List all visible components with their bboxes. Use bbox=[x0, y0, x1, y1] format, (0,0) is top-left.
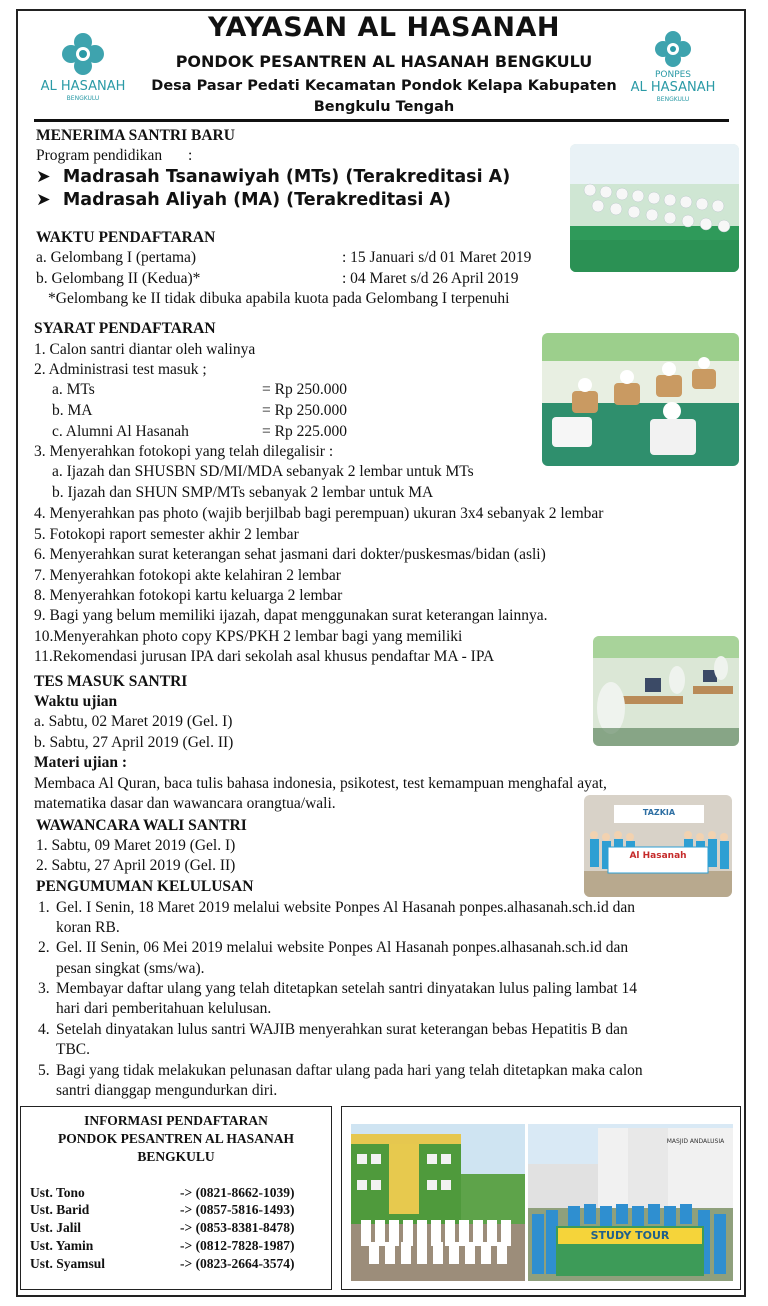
fee-label-ma: b. MA bbox=[52, 402, 93, 419]
waktu-note: *Gelombang ke II tidak dibuka apabila kuota pada Gelombang I terpenuhi bbox=[48, 290, 510, 307]
waktu-row-1-value: : 15 Januari s/d 01 Maret 2019 bbox=[342, 249, 532, 266]
pengumuman-2-num: 2. bbox=[38, 939, 50, 956]
section-pengumuman-heading: PENGUMUMAN KELULUSAN bbox=[36, 878, 254, 895]
fee-value-alumni: = Rp 225.000 bbox=[262, 423, 347, 440]
info-title-3: BENGKULU bbox=[137, 1149, 215, 1164]
pengumuman-3-line-1: Membayar daftar ulang yang telah ditetapkan setelah santri dinyatakan lulus paling lambat 14 bbox=[56, 980, 638, 997]
contact-name-yamin: Ust. Yamin bbox=[30, 1238, 94, 1253]
tes-materi-label: Materi ujian : bbox=[34, 754, 127, 771]
pengumuman-5-num: 5. bbox=[38, 1062, 50, 1079]
photo-students-gathering bbox=[570, 144, 739, 272]
wawancara-item-1: 1. Sabtu, 09 Maret 2019 (Gel. I) bbox=[36, 837, 236, 854]
page-title: YAYASAN AL HASANAH bbox=[208, 12, 560, 43]
program-ma-text: Madrasah Aliyah (MA) (Terakreditasi A) bbox=[62, 190, 451, 210]
pengumuman-4-line-2: TBC. bbox=[56, 1041, 91, 1058]
syarat-item-3: 3. Menyerahkan fotokopi yang telah dilegalisir : bbox=[34, 443, 334, 460]
pengumuman-1-line-1: Gel. I Senin, 18 Maret 2019 melalui website Ponpes Al Hasanah ponpes.alhasanah.sch.id dan bbox=[56, 899, 635, 916]
page-address: Desa Pasar Pedati Kecamatan Pondok Kelapa Kabupaten Bengkulu Tengah bbox=[151, 78, 617, 115]
pengumuman-1-line-2: koran RB. bbox=[56, 919, 120, 936]
contact-phone-tono: -> (0821-8662-1039) bbox=[180, 1185, 295, 1200]
program-mts-text: Madrasah Tsanawiyah (MTs) (Terakreditasi A) bbox=[62, 167, 511, 187]
syarat-item-8: 8. Menyerahkan fotokopi kartu keluarga 2 lembar bbox=[34, 587, 343, 604]
contact-phone-syamsul: -> (0823-2664-3574) bbox=[180, 1256, 295, 1271]
syarat-item-5: 5. Fotokopi raport semester akhir 2 lembar bbox=[34, 526, 299, 543]
photo-study-tour bbox=[528, 1124, 733, 1281]
section-waktu-heading: WAKTU PENDAFTARAN bbox=[36, 229, 216, 246]
contact-name-tono: Ust. Tono bbox=[30, 1185, 85, 1200]
tes-materi-line-1: Membaca Al Quran, baca tulis bahasa indonesia, psikotest, test kemampuan menghafal ayat, bbox=[34, 775, 607, 792]
waktu-row-2-label: b. Gelombang II (Kedua)* bbox=[36, 270, 201, 287]
info-title-2: PONDOK PESANTREN AL HASANAH bbox=[58, 1131, 294, 1146]
photo-group-banner bbox=[584, 795, 732, 897]
fee-value-ma: = Rp 250.000 bbox=[262, 402, 347, 419]
syarat-item-9: 9. Bagi yang belum memiliki ijazah, dapat menggunakan surat keterangan lainnya. bbox=[34, 607, 548, 624]
syarat-item-3b: b. Ijazah dan SHUN SMP/MTs sebanyak 2 lembar untuk MA bbox=[52, 484, 434, 501]
fee-label-mts: a. MTs bbox=[52, 381, 95, 398]
photo-students-computer bbox=[593, 636, 739, 746]
program-item-mts: ➤ Madrasah Tsanawiyah (MTs) (Terakreditasi A) bbox=[36, 167, 511, 187]
contact-phone-barid: -> (0857-5816-1493) bbox=[180, 1202, 295, 1217]
contact-phone-jalil: -> (0853-8381-8478) bbox=[180, 1220, 295, 1235]
waktu-row-1-label: a. Gelombang I (pertama) bbox=[36, 249, 197, 266]
syarat-item-2: 2. Administrasi test masuk ; bbox=[34, 361, 207, 378]
section-syarat-heading: SYARAT PENDAFTARAN bbox=[34, 320, 216, 337]
tes-materi-line-2: matematika dasar dan wawancara orangtua/wali. bbox=[34, 795, 336, 812]
pengumuman-3-line-2: hari dari pemberitahuan kelulusan. bbox=[56, 1000, 272, 1017]
pengumuman-3-num: 3. bbox=[38, 980, 50, 997]
contact-name-barid: Ust. Barid bbox=[30, 1202, 90, 1217]
header-divider bbox=[34, 119, 729, 122]
contact-name-jalil: Ust. Jalil bbox=[30, 1220, 82, 1235]
tes-waktu-1: a. Sabtu, 02 Maret 2019 (Gel. I) bbox=[34, 713, 233, 730]
logo-right-top: PONPES bbox=[654, 70, 692, 80]
logo-right-sub: BENGKULU bbox=[656, 96, 690, 103]
banner1-title-text: Al Hasanah bbox=[629, 851, 687, 861]
syarat-item-3a: a. Ijazah dan SHUSBN SD/MI/MDA sebanyak 2 lembar untuk MTs bbox=[52, 463, 474, 480]
syarat-item-7: 7. Menyerahkan fotokopi akte kelahiran 2 lembar bbox=[34, 567, 341, 584]
section-tes-heading: TES MASUK SANTRI bbox=[34, 673, 188, 690]
pengumuman-2-line-2: pesan singkat (sms/wa). bbox=[56, 960, 205, 977]
contact-name-syamsul: Ust. Syamsul bbox=[30, 1256, 106, 1271]
photo-students-reading bbox=[542, 333, 739, 466]
syarat-item-1: 1. Calon santri diantar oleh walinya bbox=[34, 341, 256, 358]
pengumuman-5-line-2: santri dianggap mengundurkan diri. bbox=[56, 1082, 278, 1099]
waktu-row-2-value: : 04 Maret s/d 26 April 2019 bbox=[342, 270, 519, 287]
pengumuman-4-line-1: Setelah dinyatakan lulus santri WAJIB menyerahkan surat keterangan bebas Hepatitis B dan bbox=[56, 1021, 628, 1038]
section-menerima-heading: MENERIMA SANTRI BARU bbox=[36, 127, 235, 144]
pengumuman-1-num: 1. bbox=[38, 899, 50, 916]
fee-value-mts: = Rp 250.000 bbox=[262, 381, 347, 398]
logo-right-name: AL HASANAH bbox=[630, 80, 716, 95]
tes-waktu-2: b. Sabtu, 27 April 2019 (Gel. II) bbox=[34, 734, 234, 751]
banner2-title-text: STUDY TOUR bbox=[590, 1229, 670, 1242]
photo-school-building bbox=[351, 1124, 525, 1281]
tes-waktu-label: Waktu ujian bbox=[34, 693, 118, 710]
syarat-item-10: 10.Menyerahkan photo copy KPS/PKH 2 lembar bagi yang memiliki bbox=[34, 628, 463, 645]
pengumuman-5-line-1: Bagi yang tidak melakukan pelunasan daftar ulang pada hari yang telah ditetapkan maka calon bbox=[56, 1062, 643, 1079]
syarat-item-11: 11.Rekomendasi jurusan IPA dari sekolah asal khusus pendaftar MA - IPA bbox=[34, 648, 495, 665]
section-wawancara-heading: WAWANCARA WALI SANTRI bbox=[36, 817, 247, 834]
pengumuman-4-num: 4. bbox=[38, 1021, 50, 1038]
building-sign-text: MASJID ANDALUSIA bbox=[666, 1138, 725, 1145]
program-label: Program pendidikan bbox=[36, 147, 163, 164]
wawancara-item-2: 2. Sabtu, 27 April 2019 (Gel. II) bbox=[36, 857, 236, 874]
program-colon: : bbox=[188, 147, 193, 164]
pengumuman-2-line-1: Gel. II Senin, 06 Mei 2019 melalui website Ponpes Al Hasanah ponpes.alhasanah.sch.id dan bbox=[56, 939, 629, 956]
syarat-item-4: 4. Menyerahkan pas photo (wajib berjilbab bagi perempuan) ukuran 3x4 sebanyak 2 lembar bbox=[34, 505, 604, 522]
contact-phone-yamin: -> (0812-7828-1987) bbox=[180, 1238, 295, 1253]
banner-sign-text: TAZKIA bbox=[642, 808, 676, 817]
fee-label-alumni: c. Alumni Al Hasanah bbox=[52, 423, 189, 440]
logo-left-sub: BENGKULU bbox=[66, 95, 100, 102]
syarat-item-6: 6. Menyerahkan surat keterangan sehat jasmani dari dokter/puskesmas/bidan (asli) bbox=[34, 546, 546, 563]
page-subtitle: PONDOK PESANTREN AL HASANAH BENGKULU bbox=[175, 52, 593, 71]
program-item-ma: ➤ Madrasah Aliyah (MA) (Terakreditasi A) bbox=[36, 190, 451, 210]
info-title-1: INFORMASI PENDAFTARAN bbox=[84, 1113, 268, 1128]
logo-left-name: AL HASANAH bbox=[40, 79, 126, 94]
